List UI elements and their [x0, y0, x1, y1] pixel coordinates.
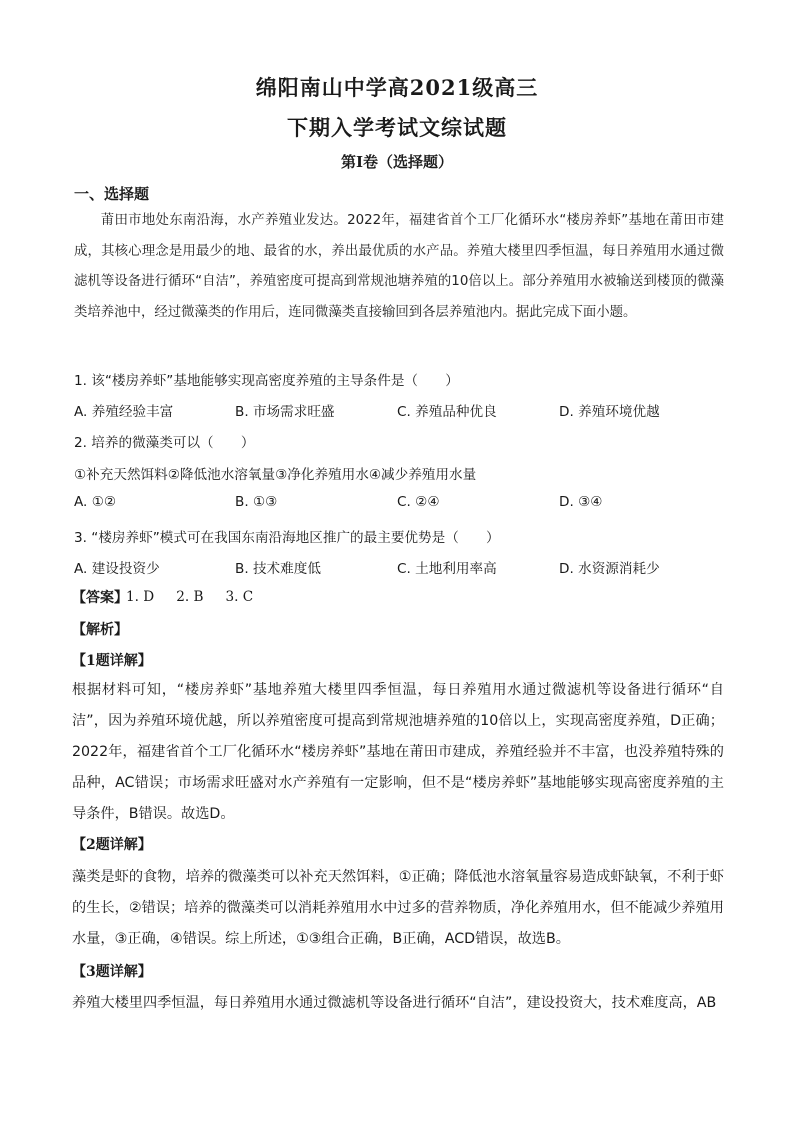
- question-1-stem: 1. 该“楼房养虾”基地能够实现高密度养殖的主导条件是（ ）: [74, 373, 459, 389]
- title-line-2: 下期入学考试文综试题: [287, 115, 507, 140]
- question-3-option-d: D. 水资源消耗少: [559, 561, 660, 577]
- question-2-statements: ①补充天然饵料②降低池水溶氧量③净化养殖用水④减少养殖用水量: [74, 467, 477, 483]
- answer-label: 【答案】: [72, 590, 128, 606]
- detail-2-label: 【2题详解】: [72, 837, 152, 853]
- question-3-option-b: B. 技术难度低: [235, 561, 321, 577]
- question-2-option-b: B. ①③: [235, 494, 278, 510]
- title-line-1: 绵阳南山中学高2021级高三: [255, 75, 539, 100]
- question-3-option-c: C. 土地利用率高: [397, 561, 497, 577]
- volume-label: 第Ⅰ卷（选择题）: [340, 153, 454, 171]
- detail-3-text: 养殖大楼里四季恒温，每日养殖用水通过微滤机等设备进行循环“自洁”，建设投资大，技术难度高，AB: [72, 995, 717, 1011]
- question-2-stem: 2. 培养的微藻类可以（ ）: [74, 435, 255, 451]
- question-1-option-b: B. 市场需求旺盛: [235, 404, 335, 420]
- detail-1-label: 【1题详解】: [72, 653, 152, 669]
- answer-list: [126, 589, 275, 605]
- answer-2: 2. B: [176, 589, 204, 605]
- question-3-stem: 3. “楼房养虾”模式可在我国东南沿海地区推广的最主要优势是（ ）: [74, 530, 500, 546]
- answer-3: 3. C: [225, 589, 254, 605]
- question-2-option-c: C. ②④: [397, 494, 440, 510]
- detail-3-label: 【3题详解】: [72, 964, 152, 980]
- question-3-option-a: A. 建设投资少: [74, 561, 160, 577]
- question-1-option-c: C. 养殖品种优良: [397, 404, 497, 420]
- question-2-option-a: A. ①②: [74, 494, 117, 510]
- question-1-option-d: D. 养殖环境优越: [559, 404, 660, 420]
- analysis-label: 【解析】: [72, 622, 128, 638]
- answer-1: 1. D: [126, 589, 155, 605]
- section-heading: 一、选择题: [74, 185, 150, 203]
- question-1-option-a: A. 养殖经验丰富: [74, 404, 174, 420]
- detail-1-text: 根据材料可知，“楼房养虾”基地养殖大楼里四季恒温，每日养殖用水通过微滤机等设备进行循环“自洁”，因为养殖环境优越，所以养殖密度可提高到常规池塘养殖的10倍以上，实现高密度养殖，D正确；2022年，福建省首个工厂化循环水“楼房养虾”基地在莆田市建成，养殖经验并不丰富，也没养殖特殊的品种，AC错误；市场需求旺盛对水产养殖有一定影响，但不是“楼房养虾”基地能够实现高密度养殖的主导条件，B错误。故选D。: [72, 682, 724, 822]
- detail-2-text: 藻类是虾的食物，培养的微藻类可以补充天然饵料，①正确；降低池水溶氧量容易造成虾缺氧，不利于虾的生长，②错误；培养的微藻类可以消耗养殖用水中过多的营养物质，净化养殖用水，但不能减少养殖用水量，③正确，④错误。综上所述，①③组合正确，B正确，ACD错误，故选B。: [72, 869, 724, 947]
- reading-passage: 莆田市地处东南沿海，水产养殖业发达。2022年，福建省首个工厂化循环水“楼房养虾”基地在莆田市建成，其核心理念是用最少的地、最省的水，养出最优质的水产品。养殖大楼里四季恒温，每日养殖用水通过微滤机等设备进行循环“自洁”，养殖密度可提高到常规池塘养殖的10倍以上。部分养殖用水被输送到楼顶的微藻类培养池中，经过微藻类的作用后，连同微藻类直接输回到各层养殖池内。据此完成下面小题。: [74, 213, 724, 320]
- question-2-option-d: D. ③④: [559, 494, 603, 510]
